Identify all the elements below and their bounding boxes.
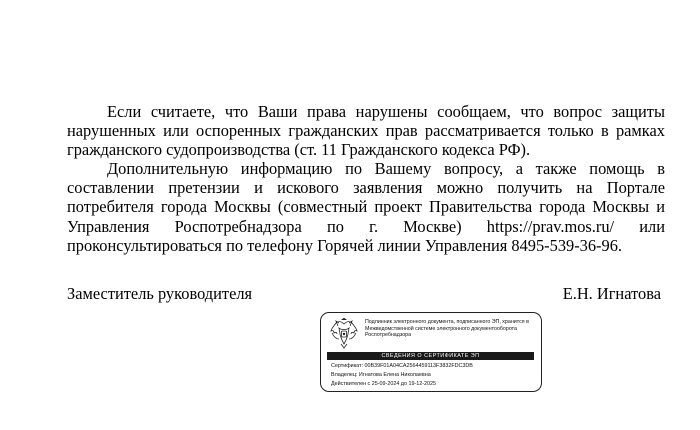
- signatory-role: Заместитель руководителя: [67, 284, 253, 303]
- stamp-notice: Подлинник электронного документа, подписанного ЭП, хранится в Межведомственной системе электронного документооборота Роспотребнадзора: [365, 319, 529, 338]
- coat-of-arms-icon: [329, 317, 359, 350]
- electronic-signature-stamp: [320, 312, 542, 392]
- certificate-number: Сертификат: 00B39F01A04CA2564459113F3832FDC3DB: [331, 363, 473, 369]
- paragraph-rights-protection: Если считаете, что Ваши права нарушены сообщаем, что вопрос защиты нарушенных или оспоренных гражданских прав рассматривается только в рамках гражданского судопроизводства (ст. 11 Гражданского кодекса РФ).: [67, 102, 665, 160]
- certificate-validity: Действителен с 25-09-2024 до 19-12-2025: [331, 381, 437, 387]
- stamp-header: СВЕДЕНИЯ О СЕРТИФИКАТЕ ЭП: [327, 352, 534, 360]
- signatory-name: Е.Н. Игнатова: [562, 284, 661, 303]
- certificate-owner: Владелец: Игнатова Елена Николаевна: [331, 372, 431, 378]
- paragraph-additional-info: Дополнительную информацию по Вашему вопросу, а также помощь в составлении претензии и искового заявления можно получить на Портале потребителя города Москвы (совместный проект Правительства города Москвы и Управления Роспотребнадзора по г. Москве) https://prav.mos.ru/ или проконсультироваться по телефону Горячей линии Управления 8495-539-36-96.: [67, 159, 665, 255]
